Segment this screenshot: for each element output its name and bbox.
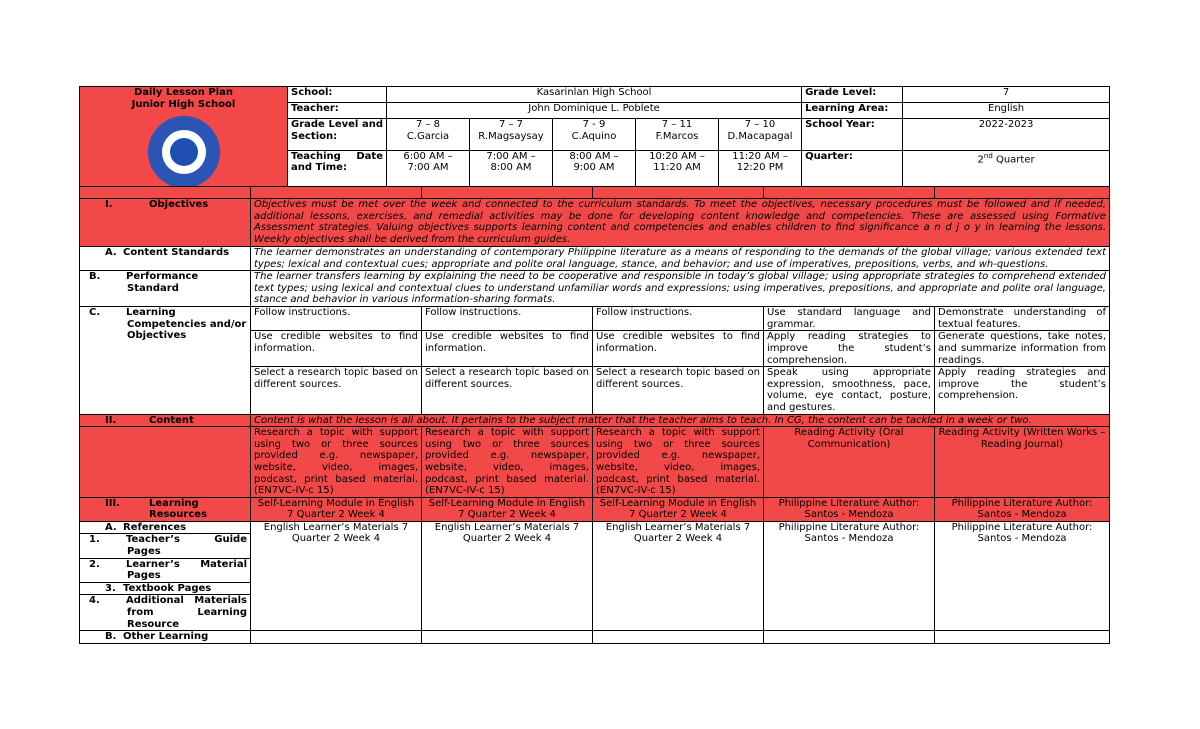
objectives-label: Objectives <box>149 199 209 210</box>
item-number: 3. <box>105 582 116 594</box>
school-year-value: 2022-2023 <box>903 119 1110 150</box>
reference-day-cell: English Learner’s Materials 7 Quarter 2 Week 4 <box>251 521 422 630</box>
competency-cell: Select a research topic based on different sources. <box>593 367 764 414</box>
time-end: 9:00 AM <box>573 162 615 174</box>
content-text: Content is what the lesson is all about. It pertains to the subject matter that the teacher aims to teach. In CG, the content can be tackled in a week or two. <box>251 414 1110 427</box>
resource-day-cell: Self-Learning Module in English 7 Quarter 2 Week 4 <box>422 497 593 521</box>
section-cell <box>470 119 553 150</box>
objectives-text: Objectives must be met over the week and connected to the curriculum standards. To meet the objectives, necessary procedures must be followed and if needed, additional lessons, exercises, and remedial activities may be done for developing content knowledge and competencies. These are assessed using Formative Assessment strategies. Valuing objectives supports learning content and competencies and enables children to find significance a n d j o y in learning the lessons. Weekly objectives shall be derived from the curriculum guides. <box>251 199 1110 247</box>
resource-day-cell: Self-Learning Module in English 7 Quarter 2 Week 4 <box>593 497 764 521</box>
header-table <box>79 86 1110 189</box>
section-name: C.Garcia <box>406 131 450 142</box>
reference-day-cell: English Learner’s Materials 7 Quarter 2 Week 4 <box>422 521 593 630</box>
reference-item-cell <box>80 595 251 631</box>
other-learning-label: Other Learning <box>123 631 209 643</box>
competencies-label: Learning Competencies and/or Objectives <box>126 307 247 342</box>
content-day-cell: Research a topic with support using two or three sources provided e.g. newspaper, website, video, images, podcast, print based material. (EN7VC-IV-c 15) <box>593 427 764 498</box>
quarter-number: 2 <box>977 153 984 165</box>
grade-level-value: 7 <box>903 87 1110 103</box>
objectives-label-cell <box>80 199 251 247</box>
plan-title-cell <box>80 87 288 189</box>
performance-standard-label-cell <box>80 271 251 307</box>
learning-area-label: Learning Area: <box>802 103 903 119</box>
reference-item-cell <box>80 582 251 595</box>
performance-standard-text: The learner transfers learning by explaining the need to be cooperative and responsible in today’s global village; using appropriate strategies to comprehend extended text types; using lexical and contextual clues to understand unfamiliar words and expressions; using imperatives, prepositions, and appropriate and polite oral language, stance and behavior in various information-sharing formats. <box>251 271 1110 307</box>
time-cell <box>719 150 802 189</box>
other-learning-cell <box>422 631 593 644</box>
content-standards-text: The learner demonstrates an understanding of contemporary Philippine literature as a means of responding to the demands of the global village; various extended text types; lexical and contextual cues; appropriate and polite oral language, stance, and behavior; and use of imperatives, prepositions, verbs, and wh-questions. <box>251 247 1110 271</box>
plan-subtitle: Junior High School <box>131 98 236 110</box>
section-cell <box>719 119 802 150</box>
section-grade: 7 – 11 <box>661 119 693 131</box>
competency-cell: Use standard language and grammar. <box>764 307 935 331</box>
resource-day-cell: Self-Learning Module in English 7 Quarter 2 Week 4 <box>251 497 422 521</box>
quarter-value <box>903 150 1110 189</box>
section-name: C.Aquino <box>571 131 617 142</box>
resources-label: Learning Resources <box>149 497 208 521</box>
school-label: School: <box>288 87 387 103</box>
competency-cell: Follow instructions. <box>593 307 764 331</box>
competency-cell: Use credible websites to find information. <box>251 331 422 367</box>
other-learning-cell <box>935 631 1110 644</box>
performance-standard-label: Performance Standard <box>126 271 199 294</box>
section-number: III. <box>105 497 120 509</box>
section-cell <box>636 119 719 150</box>
section-name: D.Macapagal <box>727 131 793 142</box>
time-end: 12:20 PM <box>736 162 784 174</box>
item-number: 2. <box>89 558 100 570</box>
day-header-cell <box>422 187 593 199</box>
section-grade: 7 – 8 <box>415 119 441 131</box>
competency-cell: Apply reading strategies and improve the student’s comprehension. <box>935 367 1110 414</box>
resource-day-cell: Philippine Literature Author: Santos - Mendoza <box>764 497 935 521</box>
reference-day-cell: English Learner’s Materials 7 Quarter 2 Week 4 <box>593 521 764 630</box>
content-day-cell: Reading Activity (Written Works – Reading Journal) <box>935 427 1110 498</box>
content-day-cell: Research a topic with support using two or three sources provided e.g. newspaper, website, video, images, podcast, print based material. (EN7VC-IV-c 15) <box>422 427 593 498</box>
learning-area-value: English <box>903 103 1110 119</box>
time-end: 7:00 AM <box>407 162 449 174</box>
competencies-label-cell <box>80 307 251 414</box>
day-header-cell <box>251 187 422 199</box>
references-label-cell <box>80 521 251 534</box>
time-cell <box>636 150 719 189</box>
competency-cell: Select a research topic based on different sources. <box>251 367 422 414</box>
plan-title: Daily Lesson Plan <box>133 87 234 98</box>
grade-level-label: Grade Level: <box>802 87 903 103</box>
time-start: 7:00 AM – <box>486 150 536 162</box>
day-header-cell <box>593 187 764 199</box>
references-label: References <box>123 521 187 533</box>
content-standards-label-cell <box>80 247 251 271</box>
content-day-cell: Research a topic with support using two or three sources provided e.g. newspaper, website, video, images, podcast, print based material. (EN7VC-IV-c 15) <box>251 427 422 498</box>
reference-item-label: Teacher’s Guide Pages <box>126 534 247 558</box>
competency-cell: Apply reading strategies to improve the student’s comprehension. <box>764 331 935 367</box>
other-learning-label-cell <box>80 631 251 644</box>
reference-item-cell <box>80 534 251 558</box>
section-grade: 7 – 10 <box>744 119 776 131</box>
time-start: 6:00 AM – <box>403 150 453 162</box>
teacher-value: John Dominique L. Poblete <box>387 103 802 119</box>
resource-day-cell: Philippine Literature Author: Santos - Mendoza <box>935 497 1110 521</box>
section-name: F.Marcos <box>655 131 699 142</box>
time-end: 8:00 AM <box>490 162 532 174</box>
reference-item-label: Additional Materials from Learning Resource <box>126 595 247 630</box>
school-value: Kasarinlan High School <box>387 87 802 103</box>
day-header-cell <box>764 187 935 199</box>
competency-cell: Speak using appropriate expression, smoothness, pace, volume, eye contact, posture, and gestures. <box>764 367 935 414</box>
time-start: 8:00 AM – <box>569 150 619 162</box>
section-number: II. <box>105 414 117 426</box>
content-label-cell <box>80 414 251 427</box>
time-start: 11:20 AM – <box>732 150 788 162</box>
teaching-time-label: Teaching Date and Time: <box>288 150 387 189</box>
section-letter: C. <box>89 307 101 319</box>
competency-cell: Follow instructions. <box>422 307 593 331</box>
competency-cell: Demonstrate understanding of textual features. <box>935 307 1110 331</box>
school-year-label: School Year: <box>802 119 903 150</box>
reference-day-cell: Philippine Literature Author: Santos - Mendoza <box>764 521 935 630</box>
grade-section-label: Grade Level and Section: <box>288 119 387 150</box>
section-letter: B. <box>89 271 101 283</box>
time-start: 10:20 AM – <box>649 150 705 162</box>
deped-seal-icon <box>148 116 220 188</box>
teacher-label: Teacher: <box>288 103 387 119</box>
competency-cell: Generate questions, take notes, and summarize information from readings. <box>935 331 1110 367</box>
content-label: Content <box>149 414 194 426</box>
time-end: 11:20 AM <box>653 162 701 174</box>
day-header-cell <box>80 187 251 199</box>
reference-day-cell: Philippine Literature Author: Santos - Mendoza <box>935 521 1110 630</box>
item-number: 1. <box>89 534 100 546</box>
section-letter: B. <box>105 631 117 643</box>
section-letter: A. <box>105 247 117 258</box>
competency-cell: Use credible websites to find information. <box>422 331 593 367</box>
section-cell <box>553 119 636 150</box>
reference-item-cell <box>80 558 251 582</box>
section-letter: A. <box>105 521 117 533</box>
section-grade: 7 - 9 <box>582 119 606 131</box>
lesson-plan-table <box>79 186 1110 644</box>
quarter-suffix: nd <box>983 151 993 160</box>
quarter-label: Quarter: <box>802 150 903 189</box>
competency-cell: Use credible websites to find information. <box>593 331 764 367</box>
section-number: I. <box>105 199 113 210</box>
section-name: R.Magsaysay <box>478 131 544 142</box>
other-learning-cell <box>251 631 422 644</box>
time-cell <box>470 150 553 189</box>
content-blank-cell <box>80 427 251 498</box>
content-day-cell: Reading Activity (Oral Communication) <box>764 427 935 498</box>
item-number: 4. <box>89 595 100 607</box>
other-learning-cell <box>764 631 935 644</box>
resources-label-cell <box>80 497 251 521</box>
competency-cell: Follow instructions. <box>251 307 422 331</box>
quarter-word: Quarter <box>995 153 1035 165</box>
other-learning-cell <box>593 631 764 644</box>
time-cell <box>387 150 470 189</box>
time-cell <box>553 150 636 189</box>
section-grade: 7 – 7 <box>498 119 524 131</box>
reference-item-label: Learner’s Material Pages <box>126 558 247 582</box>
reference-item-label: Textbook Pages <box>123 582 212 594</box>
competency-cell: Select a research topic based on different sources. <box>422 367 593 414</box>
day-header-cell <box>935 187 1110 199</box>
content-standards-label: Content Standards <box>123 247 230 258</box>
section-cell <box>387 119 470 150</box>
